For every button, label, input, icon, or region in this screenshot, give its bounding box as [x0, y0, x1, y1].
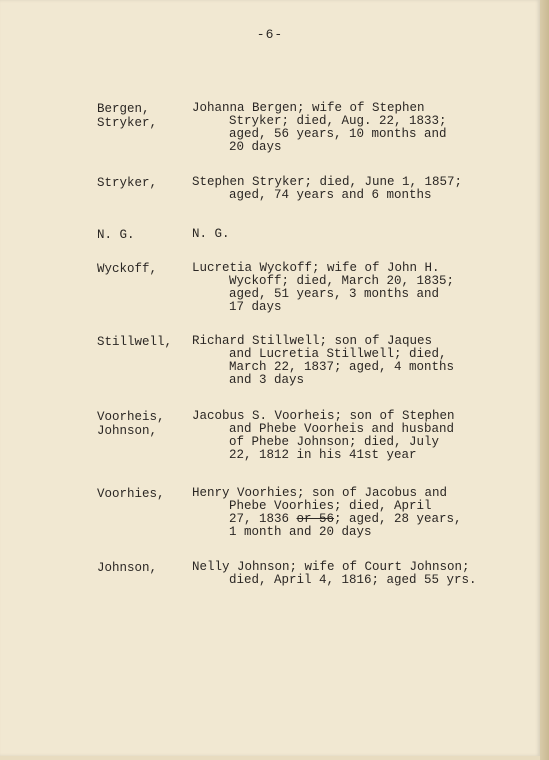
- surname-line: Wyckoff,: [97, 262, 158, 276]
- surname-line: Johnson,: [97, 561, 158, 575]
- entry-surname: [97, 487, 165, 501]
- entry-record: [192, 561, 477, 587]
- record-line: Lucretia Wyckoff; wife of John H.: [192, 261, 440, 275]
- record-line: died, April 4, 1816; aged 55 yrs.: [229, 573, 477, 587]
- record-line: 20 days: [229, 140, 282, 154]
- record-line: Johanna Bergen; wife of Stephen: [192, 101, 425, 115]
- entry-surname: [97, 228, 135, 242]
- entry-surname: [97, 176, 157, 190]
- surname-line: N. G.: [97, 228, 135, 242]
- record-line: 27, 1836 or 56; aged, 28 years,: [229, 512, 462, 526]
- record-line: Nelly Johnson; wife of Court Johnson;: [192, 560, 470, 574]
- entry-surname: [97, 561, 157, 575]
- record-line: Richard Stillwell; son of Jaques: [192, 334, 433, 348]
- record-line: Henry Voorhies; son of Jacobus and: [192, 486, 448, 500]
- struck-text: or 56: [296, 512, 335, 526]
- entry-surname: [97, 410, 165, 438]
- record-line: aged, 56 years, 10 months and: [229, 127, 447, 141]
- entry-record: [192, 102, 447, 154]
- record-line: N. G.: [192, 227, 230, 241]
- record-line: 1 month and 20 days: [229, 525, 372, 539]
- record-line: and 3 days: [229, 373, 305, 387]
- page-edge: [540, 0, 549, 760]
- surname-line: Stryker,: [97, 176, 158, 190]
- entry-record: [192, 335, 454, 387]
- record-line: Wyckoff; died, March 20, 1835;: [229, 274, 455, 288]
- surname-line: Stryker,: [97, 116, 158, 130]
- record-line: 22, 1812 in his 41st year: [229, 448, 417, 462]
- page-number: -6-: [256, 27, 284, 42]
- record-line: March 22, 1837; aged, 4 months: [229, 360, 455, 374]
- surname-line: Johnson,: [97, 424, 158, 438]
- entry-record: [192, 262, 454, 314]
- entry-record: [192, 487, 462, 539]
- record-line: of Phebe Johnson; died, July: [229, 435, 440, 449]
- entry-record: [192, 176, 462, 202]
- record-line: Stryker; died, Aug. 22, 1833;: [229, 114, 447, 128]
- record-line: aged, 51 years, 3 months and: [229, 287, 440, 301]
- surname-line: Voorhies,: [97, 487, 165, 501]
- surname-line: Stillwell,: [97, 335, 173, 349]
- record-line: Jacobus S. Voorheis; son of Stephen: [192, 409, 455, 423]
- record-line: and Phebe Voorheis and husband: [229, 422, 455, 436]
- entry-surname: [97, 335, 172, 349]
- record-line: and Lucretia Stillwell; died,: [229, 347, 447, 361]
- record-line: Phebe Voorhies; died, April: [229, 499, 432, 513]
- entry-record: [192, 410, 455, 462]
- surname-line: Voorheis,: [97, 410, 165, 424]
- entry-surname: [97, 262, 157, 276]
- surname-line: Bergen,: [97, 102, 150, 116]
- entry-surname: [97, 102, 157, 130]
- record-line: aged, 74 years and 6 months: [229, 188, 432, 202]
- record-line: Stephen Stryker; died, June 1, 1857;: [192, 175, 463, 189]
- entry-record: [192, 228, 230, 241]
- record-line: 17 days: [229, 300, 282, 314]
